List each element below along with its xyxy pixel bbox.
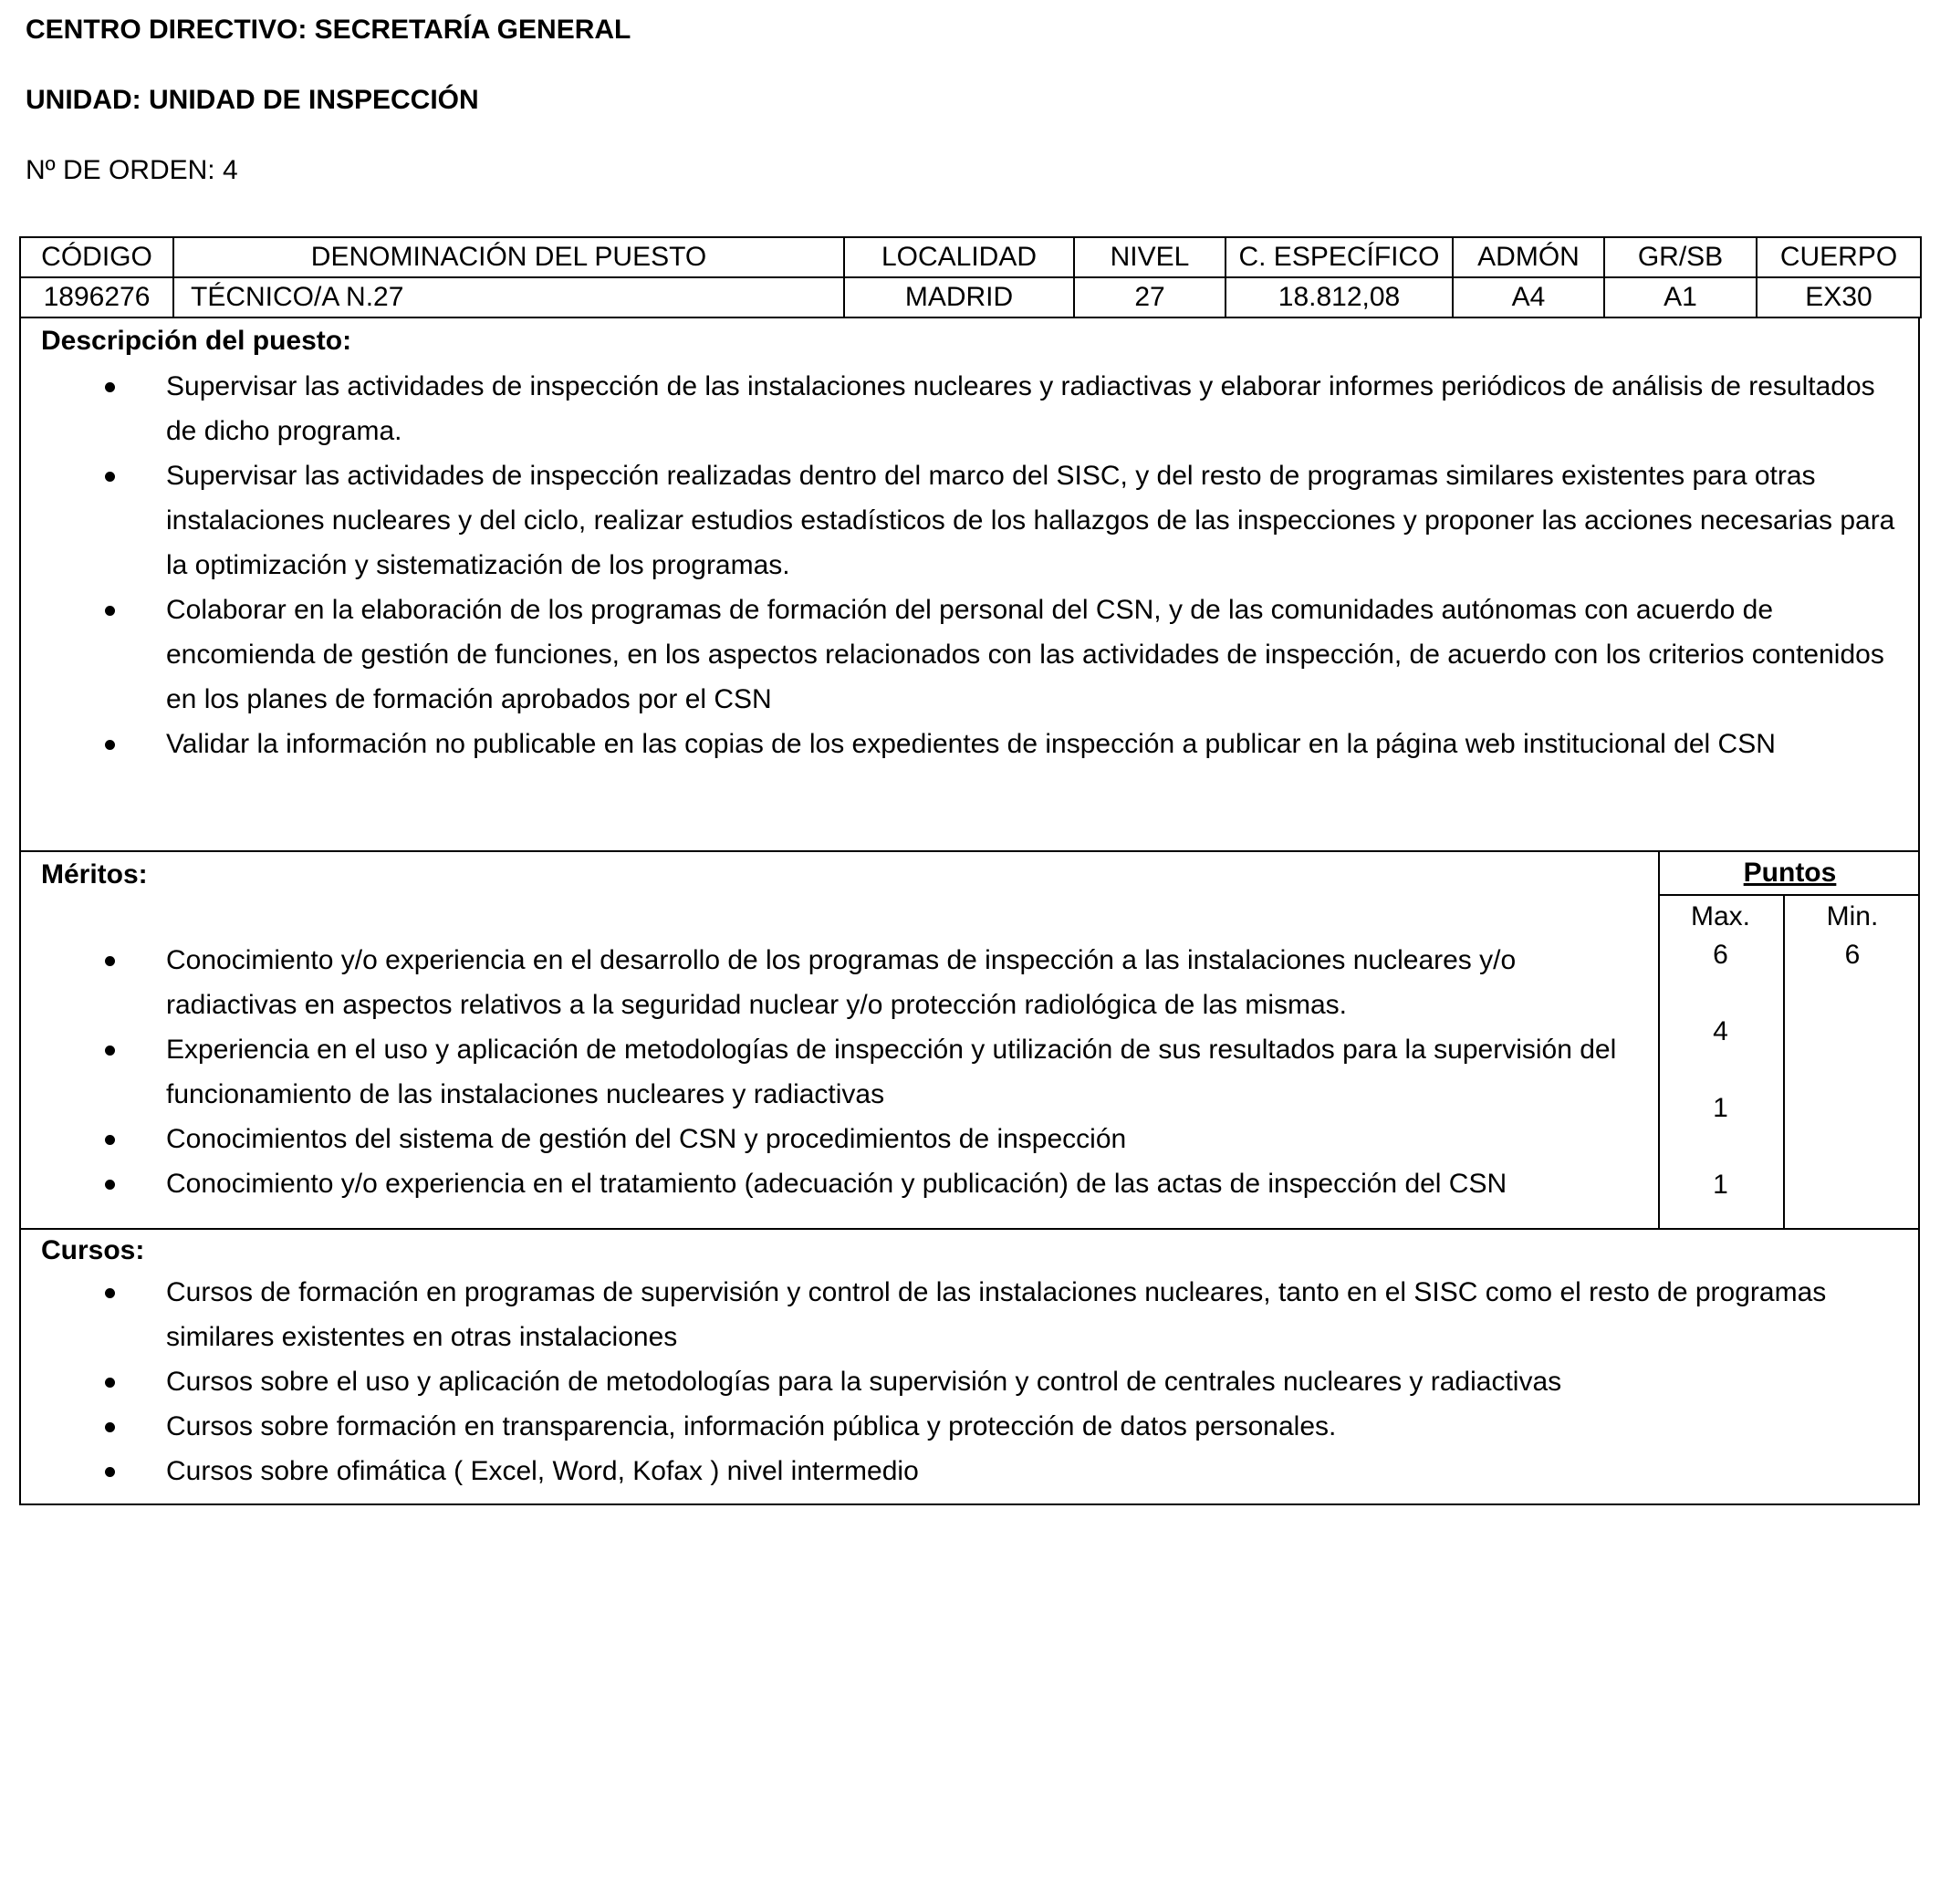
- unidad-heading: UNIDAD: UNIDAD DE INSPECCIÓN: [26, 85, 479, 115]
- courses-list: [21, 1270, 1910, 1493]
- list-item: [21, 1161, 1627, 1206]
- points-max-value: 1: [1713, 1170, 1728, 1200]
- merits-section: [19, 852, 1920, 1230]
- table-cell: A1: [1604, 277, 1757, 317]
- centro-directivo-heading: CENTRO DIRECTIVO: SECRETARÍA GENERAL: [26, 15, 631, 45]
- table-cell: TÉCNICO/A N.27: [173, 277, 844, 317]
- list-item: [21, 1027, 1627, 1117]
- list-item: [21, 1270, 1910, 1359]
- bullet-icon: [105, 1135, 115, 1145]
- list-item-text: Validar la información no publicable en las copias de los expedientes de inspección a publicar en la página web institucional del CSN: [166, 729, 1776, 759]
- points-max-value: 6: [1713, 940, 1728, 970]
- points-title: Puntos: [1743, 858, 1837, 888]
- job-summary-table: [19, 236, 1922, 318]
- list-item: [21, 1404, 1910, 1449]
- list-item-text: Supervisar las actividades de inspección realizadas dentro del marco del SISC, y del resto de programas similares existentes para otras instalaciones nucleares y del ciclo, realizar estudios estadísticos de los hallazgos de las inspecciones y proponer las acciones necesarias para la optimización y sistematización de los programas.: [166, 461, 1895, 580]
- list-item-text: Colaborar en la elaboración de los programas de formación del personal del CSN, y de las comunidades autónomas con acuerdo de encomienda de gestión de funciones, en los aspectos relacionados con las actividades de inspección, de acuerdo con los criterios contenidos en los planes de formación aprobados por el CSN: [166, 595, 1884, 714]
- courses-title: Cursos:: [41, 1235, 145, 1265]
- header-cell: ADMÓN: [1453, 237, 1604, 277]
- table-cell: 1896276: [20, 277, 173, 317]
- list-item-text: Experiencia en el uso y aplicación de metodologías de inspección y utilización de sus resultados para la supervisión del funcionamiento de las instalaciones nucleares y radiactivas: [166, 1035, 1617, 1109]
- list-item: [21, 1449, 1910, 1493]
- list-item-text: Cursos sobre el uso y aplicación de metodologías para la supervisión y control de centrales nucleares y radiactivas: [166, 1367, 1562, 1397]
- merits-title: Méritos:: [41, 859, 148, 890]
- list-item: [21, 938, 1627, 1027]
- bullet-icon: [105, 956, 115, 966]
- list-item: [21, 588, 1901, 722]
- bullet-icon: [105, 472, 115, 482]
- description-list: [21, 364, 1901, 766]
- points-max-label: Max.: [1690, 901, 1750, 931]
- header-cell: CUERPO: [1757, 237, 1921, 277]
- bullet-icon: [105, 1422, 115, 1432]
- list-item-text: Cursos de formación en programas de supervisión y control de las instalaciones nucleares, tanto en el SISC como el resto de programas similares existentes en otras instalaciones: [166, 1277, 1827, 1352]
- table-cell: EX30: [1757, 277, 1921, 317]
- list-item-text: Conocimiento y/o experiencia en el desarrollo de los programas de inspección a las instalaciones nucleares y/o radiactivas en aspectos relativos a la seguridad nuclear y/o protección radiológica de las mismas.: [166, 945, 1517, 1020]
- table-cell: 27: [1074, 277, 1226, 317]
- table-cell: MADRID: [844, 277, 1074, 317]
- header-cell: CÓDIGO: [20, 237, 173, 277]
- table-cell: A4: [1453, 277, 1604, 317]
- list-item: [21, 364, 1901, 453]
- points-min-label: Min.: [1826, 901, 1879, 931]
- header-cell: DENOMINACIÓN DEL PUESTO: [173, 237, 844, 277]
- bullet-icon: [105, 382, 115, 392]
- table-header-row: [20, 237, 1921, 277]
- list-item: [21, 453, 1901, 588]
- bullet-icon: [105, 740, 115, 750]
- bullet-icon: [105, 606, 115, 616]
- orden-number: Nº DE ORDEN: 4: [26, 155, 238, 185]
- header-cell: LOCALIDAD: [844, 237, 1074, 277]
- header-cell: C. ESPECÍFICO: [1226, 237, 1453, 277]
- bullet-icon: [105, 1467, 115, 1477]
- list-item: [21, 1359, 1910, 1404]
- list-item-text: Supervisar las actividades de inspección de las instalaciones nucleares y radiactivas y elaborar informes periódicos de análisis de resultados de dicho programa.: [166, 371, 1875, 446]
- bullet-icon: [105, 1378, 115, 1388]
- bullet-icon: [105, 1288, 115, 1298]
- list-item-text: Cursos sobre ofimática ( Excel, Word, Kofax ) nivel intermedio: [166, 1456, 919, 1486]
- list-item: [21, 1117, 1627, 1161]
- points-divider: [1658, 894, 1918, 896]
- points-max-value: 4: [1713, 1016, 1728, 1046]
- list-item: [21, 722, 1901, 766]
- header-cell: NIVEL: [1074, 237, 1226, 277]
- merits-list: [21, 938, 1627, 1206]
- points-min-value: 6: [1844, 940, 1861, 970]
- table-cell: 18.812,08: [1226, 277, 1453, 317]
- courses-section: [19, 1230, 1920, 1505]
- table-row: [20, 277, 1921, 317]
- job-post-document: [19, 236, 1920, 1505]
- bullet-icon: [105, 1046, 115, 1056]
- list-item-text: Conocimientos del sistema de gestión del CSN y procedimientos de inspección: [166, 1124, 1127, 1154]
- points-max-value: 1: [1713, 1093, 1728, 1123]
- list-item-text: Cursos sobre formación en transparencia, información pública y protección de datos personales.: [166, 1411, 1337, 1441]
- description-title: Descripción del puesto:: [41, 326, 352, 356]
- description-section: [19, 318, 1920, 852]
- bullet-icon: [105, 1180, 115, 1190]
- header-cell: GR/SB: [1604, 237, 1757, 277]
- list-item-text: Conocimiento y/o experiencia en el tratamiento (adecuación y publicación) de las actas de inspección del CSN: [166, 1169, 1507, 1199]
